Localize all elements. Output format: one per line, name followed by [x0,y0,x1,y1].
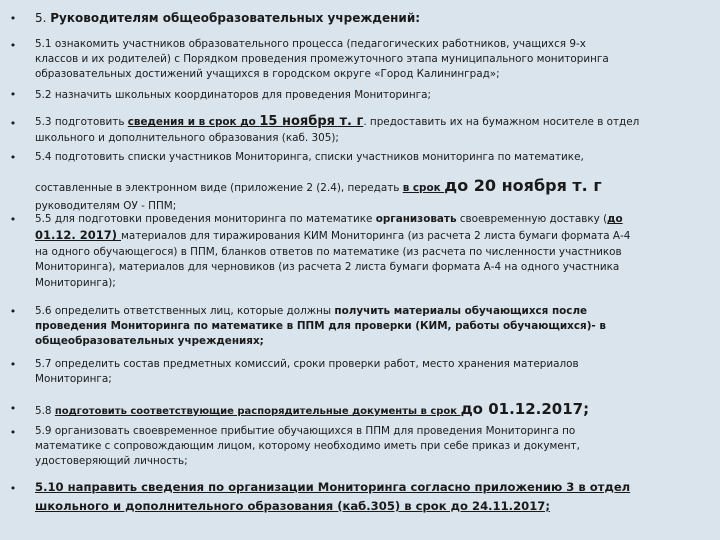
bullet: • [9,358,17,371]
item-5-7-line-1: 5.7 определить состав предметных комиссий, сроки проверки работ, место хранения материалов [35,358,579,370]
item-5-3-link: сведения и в срок до [127,116,260,128]
heading-number: 5. [35,11,51,25]
item-5-5-line-3: на одного обучающегося) в ППМ, бланков ответов по математике (из расчета по численности участников [35,246,622,259]
item-5-5-l2-rest: материалов для тиражирования КИМ Мониторинга (из расчета 2 листа бумаги формата А-4 [121,230,631,243]
bullet: • [9,117,17,130]
item-5-8-link: подготовить соответствующие распорядительные документы в срок [54,406,461,417]
item-5-2 [35,88,710,103]
item-5-6 [35,304,710,350]
item-5-6-line-2: проведения Мониторинга по математике в ППМ для проверки (КИМ, работы обучающихся)- в [35,320,606,333]
bullet: • [9,151,17,164]
section-heading [35,11,710,26]
item-5-9-line-1: 5.9 организовать своевременное прибытие обучающихся в ППМ для проведения Мониторинга по [35,425,576,437]
item-5-4-l2-link: в срок [402,182,445,195]
item-5-4-l2-date: до 20 ноября т. г [444,176,602,196]
item-5-5-line-2 [35,227,710,245]
item-5-3-line-2: школьного и дополнительного образования (каб. 305); [35,132,339,144]
item-5-3-date: 15 ноября т. г [259,114,364,129]
item-5-1-line-3: образовательных достижений учащихся в городском округе «Город Калининград»; [35,68,500,81]
item-5-6-bold: получить материалы обучающихся после [334,305,588,317]
item-5-8-pre: 5.8 [35,405,55,417]
item-5-10-line-2: школьного и дополнительного образования (каб.305) в срок до 24.11.2017; [35,499,550,513]
item-5-7 [35,357,710,387]
item-5-4-line-3: руководителям ОУ - ППМ; [35,200,177,213]
bullet: • [9,39,17,52]
item-5-1-line-1: 5.1 ознакомить участников образовательного процесса (педагогических работников, учащихся 9-х [35,38,586,50]
item-5-9-line-2: математике с сопровождающим лицом, которому необходимо иметь при себе приказ и документ, [35,440,580,453]
item-5-3-line-1 [35,113,710,131]
heading-text: Руководителям общеобразовательных учреждений: [50,11,421,25]
item-5-5-line-1 [35,212,710,227]
bullet: • [9,426,17,439]
item-5-7-line-2: Мониторинга; [35,373,112,386]
item-5-4-line-2 [35,175,710,199]
item-5-1 [35,37,710,83]
item-5-3 [35,113,710,146]
item-5-8-date: до 01.12.2017; [460,400,590,418]
item-5-5-line-4: Мониторинга), материалов для черновиков (из расчета 2 листа бумаги формата А-4 на одного участника [35,261,620,274]
bullet: • [9,12,17,25]
item-5-5 [35,212,710,291]
bullet: • [9,482,17,495]
item-5-5-date-b: 01.12. 2017) [35,228,122,243]
item-5-6-pre: 5.6 определить ответственных лиц, которые должны [35,305,335,317]
item-5-2-line-1: 5.2 назначить школьных координаторов для проведения Мониторинга; [35,89,431,101]
bullet: • [9,213,17,226]
item-5-9-line-3: удостоверяющий личность; [35,455,188,468]
item-5-10 [35,478,710,516]
item-5-8 [35,398,710,423]
item-5-10-line-1: 5.10 направить сведения по организации Мониторинга согласно приложению 3 в отдел [35,480,631,494]
item-5-6-line-1 [35,304,710,319]
item-5-4 [35,150,710,214]
item-5-5-date-a: до [607,213,623,225]
item-5-4-line-1: 5.4 подготовить списки участников Мониторинга, списки участников мониторинга по математике, [35,151,584,163]
item-5-3-post: . предоставить их на бумажном носителе в отдел [363,116,640,128]
item-5-5-bold: организовать [375,213,457,225]
item-5-5-line-5: Мониторинга); [35,276,116,289]
item-5-4-l2-pre: составленные в электронном виде (приложение 2 (2.4), передать [35,182,403,195]
item-5-5-pre: 5.5 для подготовки проведения мониторинга по математике [35,213,376,225]
item-5-9 [35,424,710,470]
bullet: • [9,402,17,415]
bullet: • [9,305,17,318]
item-5-6-line-3: общеобразовательных учреждениях; [35,335,264,348]
item-5-3-pre: 5.3 подготовить [35,116,128,128]
bullet: • [9,88,17,101]
item-5-5-mid: своевременную доставку ( [456,213,608,225]
item-5-1-line-2: классов и их родителей) с Порядком проведения промежуточного этапа муниципального мониторинга [35,53,609,66]
